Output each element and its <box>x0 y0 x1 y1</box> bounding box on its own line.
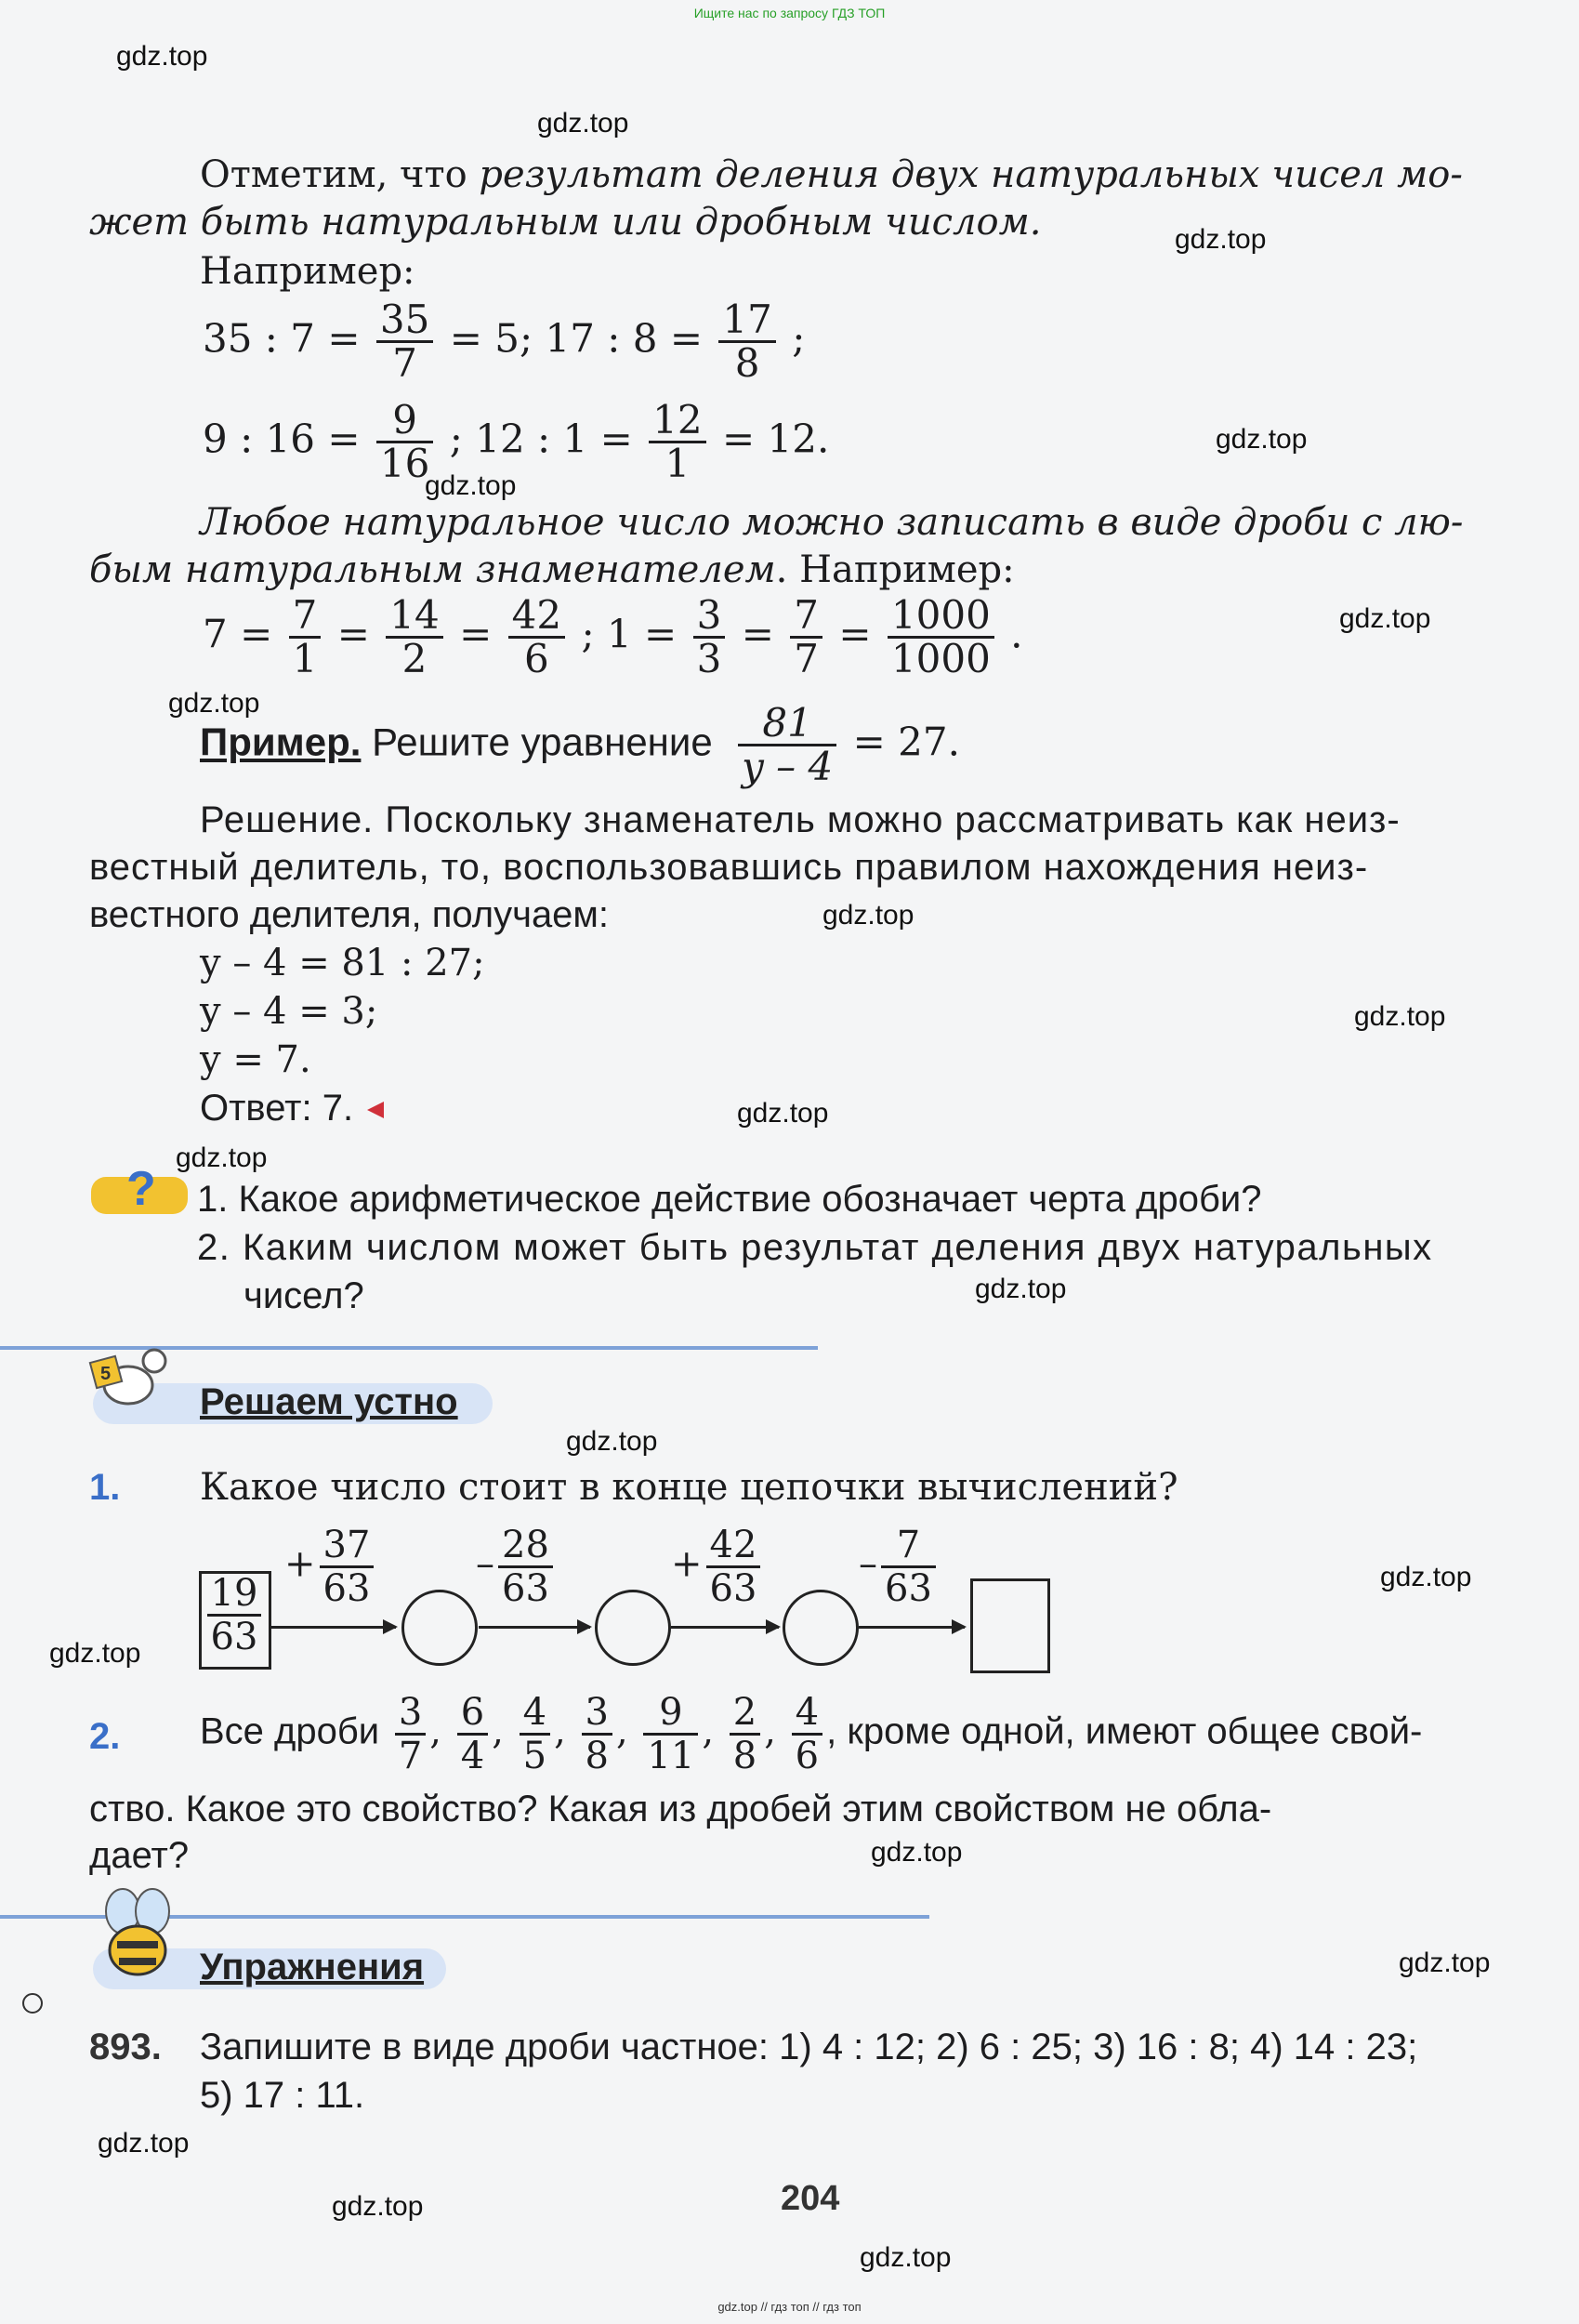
bee-mascot-icon <box>86 1883 188 1986</box>
solution-line1: Решение. Поскольку знаменатель можно рассматривать как неиз- <box>200 799 1401 840</box>
oral-task2-line1: Все дроби $\frac{3}{7}$ , $\frac{6}{4}$ , $\frac{4}{5}$ , $\frac{3}{8}$ , $\frac{9}{11}$ , $\frac{2}{8}$ , $\frac{4}{6}$ , кроме одной, имеют общее свой- <box>200 1691 1423 1777</box>
watermark: gdz.top <box>537 108 629 139</box>
chain-start-fraction: $\frac{19}{63}$ <box>201 1573 268 1657</box>
watermark: gdz.top <box>168 688 260 719</box>
oral-title: Решаем устно <box>200 1381 458 1422</box>
oral-task2-line3: дает? <box>89 1835 190 1876</box>
watermark: gdz.top <box>822 900 915 931</box>
watermark: gdz.top <box>975 1274 1067 1304</box>
chain-op-2: – $\frac{28}{63}$ <box>476 1525 557 1609</box>
oral-task1-text: Какое число стоит в конце цепочки вычислений? <box>200 1466 1178 1509</box>
intro-line2: жет быть натуральным или дробным числом. <box>89 201 1042 244</box>
watermark: gdz.top <box>1175 224 1267 255</box>
chain-result-box[interactable] <box>970 1578 1050 1673</box>
header-note: Ищите нас по запросу ГДЗ ТОП <box>693 6 886 20</box>
chain-arrow <box>671 1626 779 1629</box>
watermark: gdz.top <box>116 41 208 72</box>
watermark: gdz.top <box>871 1837 963 1868</box>
solution-line3: вестного делителя, получаем: <box>89 894 610 935</box>
watermark: gdz.top <box>566 1426 658 1457</box>
chain-op-1: + $\frac{37}{63}$ <box>284 1525 377 1609</box>
example-problem: Пример. Решите уравнение $\frac{81}{y - 4}$ = 27. <box>200 700 960 789</box>
watermark: gdz.top <box>49 1638 141 1669</box>
exercises-title: Упражнения <box>200 1947 425 1987</box>
watermark: gdz.top <box>737 1098 829 1129</box>
solution-step3: y = 7. <box>200 1038 311 1081</box>
oral-task1-num: 1. <box>89 1467 121 1508</box>
question-icon <box>89 1162 191 1221</box>
rule-line1: Любое натуральное число можно записать в виде дроби с лю- <box>200 501 1464 544</box>
exercise-line2: 5) 17 : 11. <box>200 2075 365 2116</box>
watermark: gdz.top <box>1216 424 1308 455</box>
watermark: gdz.top <box>1380 1562 1472 1592</box>
watermark: gdz.top <box>425 470 517 501</box>
question-2-cont: чисел? <box>243 1275 364 1316</box>
rule-line2: бым натуральным знаменателем. Например: <box>89 548 1015 591</box>
watermark: gdz.top <box>1354 1001 1446 1032</box>
chain-arrow <box>859 1626 965 1629</box>
watermark: gdz.top <box>1339 603 1431 634</box>
chain-arrow <box>270 1626 396 1629</box>
example-3: 7 = $\frac{7}{1}$ = $\frac{14}{2}$ = $\frac{42}{6}$ ; 1 = $\frac{3}{3}$ = $\frac{7}{7}$ = $\frac{1000}{1000}$ . <box>203 592 1023 681</box>
question-1: 1. Какое арифметическое действие обозначает черта дроби? <box>197 1179 1262 1220</box>
solution-step1: y – 4 = 81 : 27; <box>200 942 485 984</box>
solution-step2: y – 4 = 3; <box>200 990 378 1033</box>
question-2: 2. Каким числом может быть результат деления двух натуральных <box>197 1227 1433 1268</box>
example-2: 9 : 16 = $\frac{9}{16}$ ; 12 : 1 = $\frac{12}{1}$ = 12. <box>203 397 830 486</box>
exercise-num: 893. <box>89 2027 162 2067</box>
watermark: gdz.top <box>1399 1948 1491 1978</box>
svg-text:5: 5 <box>100 1364 112 1384</box>
watermark: gdz.top <box>860 2242 952 2273</box>
chain-circle-2[interactable] <box>595 1590 671 1666</box>
end-marker-icon <box>363 1098 388 1122</box>
page-number: 204 <box>781 2179 840 2218</box>
footer-note: gdz.top // гдз топ // гдз топ <box>717 2300 862 2314</box>
watermark: gdz.top <box>98 2128 190 2159</box>
chain-op-4: – $\frac{7}{63}$ <box>859 1525 940 1609</box>
example-label: Например: <box>200 250 415 293</box>
chain-op-3: + $\frac{42}{63}$ <box>671 1525 764 1609</box>
watermark: gdz.top <box>176 1142 268 1173</box>
intro-line1: Отметим, что результат деления двух натуральных чисел мо- <box>200 153 1463 196</box>
chain-circle-1[interactable] <box>401 1590 478 1666</box>
watermark: gdz.top <box>332 2191 424 2222</box>
circle-marker-icon <box>19 1989 46 2017</box>
exercise-line1: Запишите в виде дроби частное: 1) 4 : 12; 2) 6 : 25; 3) 16 : 8; 4) 14 : 23; <box>200 2027 1418 2067</box>
example-1: 35 : 7 = $\frac{35}{7}$ = 5; 17 : 8 = $\frac{17}{8}$ ; <box>203 297 806 386</box>
solution-answer: Ответ: 7. <box>200 1084 1579 1132</box>
solution-line2: вестный делитель, то, воспользовавшись правилом нахождения неиз- <box>89 847 1369 888</box>
dog-mascot-icon <box>82 1329 184 1422</box>
chain-arrow <box>479 1626 590 1629</box>
svg-text:?: ? <box>126 1162 156 1216</box>
chain-circle-3[interactable] <box>783 1590 859 1666</box>
oral-task2-line2: ство. Какое это свойство? Какая из дробей этим свойством не обла- <box>89 1789 1272 1829</box>
oral-task2-num: 2. <box>89 1716 121 1757</box>
